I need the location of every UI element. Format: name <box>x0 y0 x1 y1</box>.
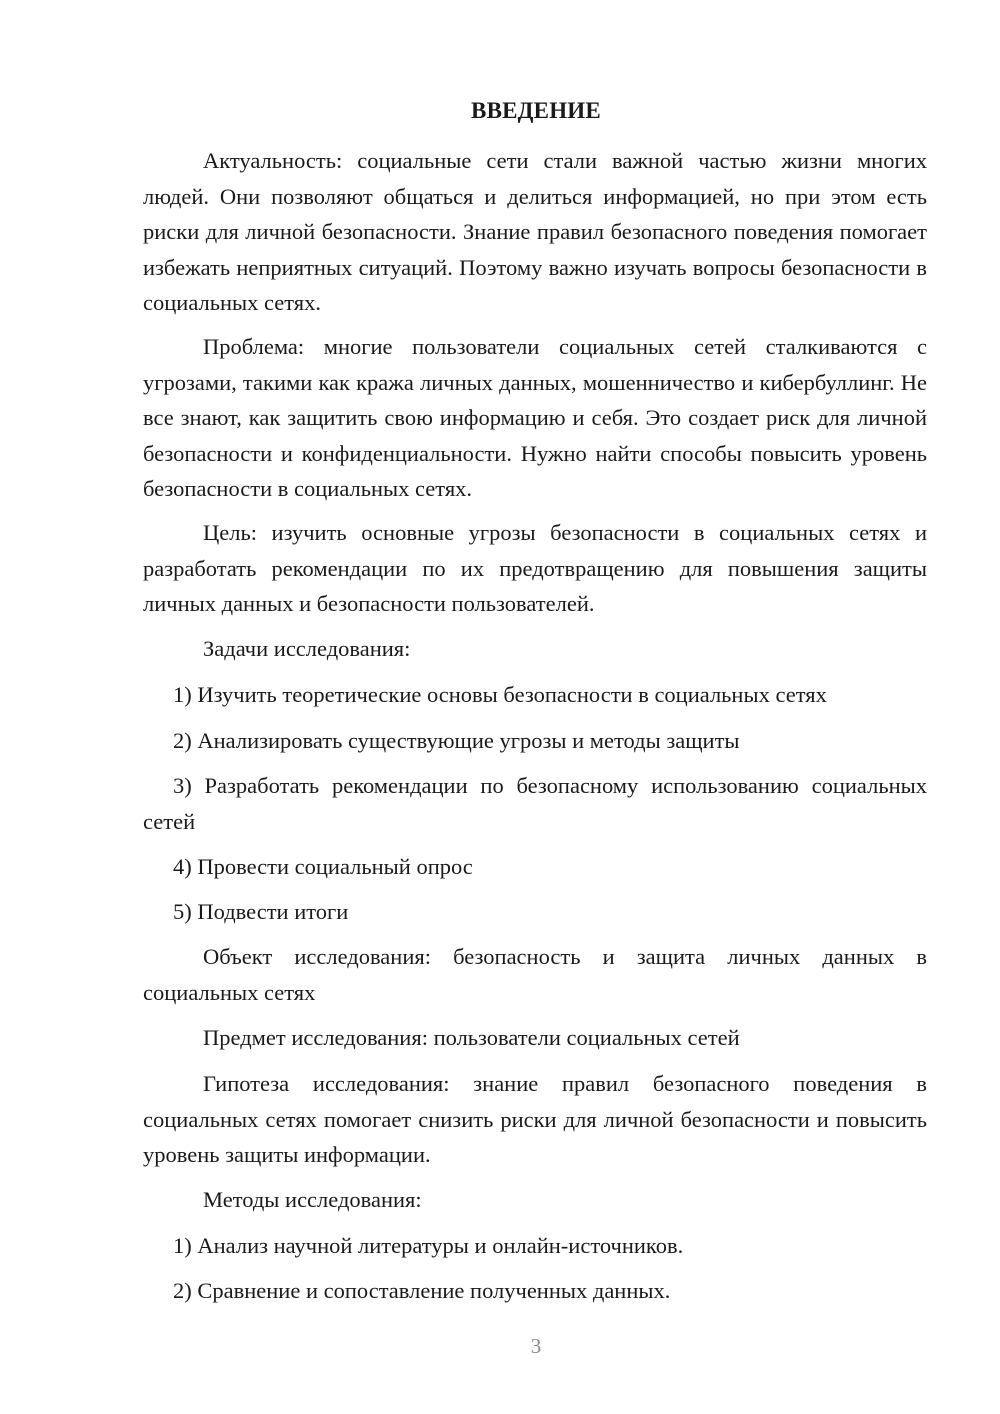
paragraph-goal: Цель: изучить основные угрозы безопасности в социальных сетях и разработать рекомендации по их предотвращению для повышения защиты личных данных и безопасности пользователей. <box>143 520 927 616</box>
section-title: ВВЕДЕНИЕ <box>471 98 601 123</box>
task-item-3: 3) Разработать рекомендации по безопасному использованию социальных сетей <box>143 773 927 834</box>
method-item-1: 1) Анализ научной литературы и онлайн-источников. <box>173 1233 684 1258</box>
paragraph-object: Объект исследования: безопасность и защита личных данных в социальных сетях <box>143 944 927 1005</box>
task-item-1: 1) Изучить теоретические основы безопасности в социальных сетях <box>173 682 827 707</box>
paragraph-subject: Предмет исследования: пользователи социальных сетей <box>203 1025 740 1050</box>
page-number: 3 <box>530 1334 542 1358</box>
paragraph-problem: Проблема: многие пользователи социальных сетей сталкиваются с угрозами, такими как кража личных данных, мошенничество и кибербуллинг. Не все знают, как защитить свою информацию и себя. Это создает риск для личной безопасности и конфиденциальности. Нужно найти способы повысить уровень безопасности в социальных сетях. <box>143 334 927 501</box>
tasks-heading: Задачи исследования: <box>203 636 411 661</box>
paragraph-relevance: Актуальность: социальные сети стали важной частью жизни многих людей. Они позволяют общаться и делиться информацией, но при этом есть риски для личной безопасности. Знание правил безопасного поведения помогает избежать неприятных ситуаций. Поэтому важно изучать вопросы безопасности в социальных сетях. <box>143 148 927 315</box>
methods-heading: Методы исследования: <box>203 1187 422 1212</box>
task-item-2: 2) Анализировать существующие угрозы и методы защиты <box>173 728 740 753</box>
method-item-2: 2) Сравнение и сопоставление полученных данных. <box>173 1278 671 1303</box>
paragraph-hypothesis: Гипотеза исследования: знание правил безопасного поведения в социальных сетях помогает снизить риски для личной безопасности и повысить уровень защиты информации. <box>143 1071 927 1167</box>
task-item-5: 5) Подвести итоги <box>173 899 349 924</box>
task-item-4: 4) Провести социальный опрос <box>173 854 473 879</box>
